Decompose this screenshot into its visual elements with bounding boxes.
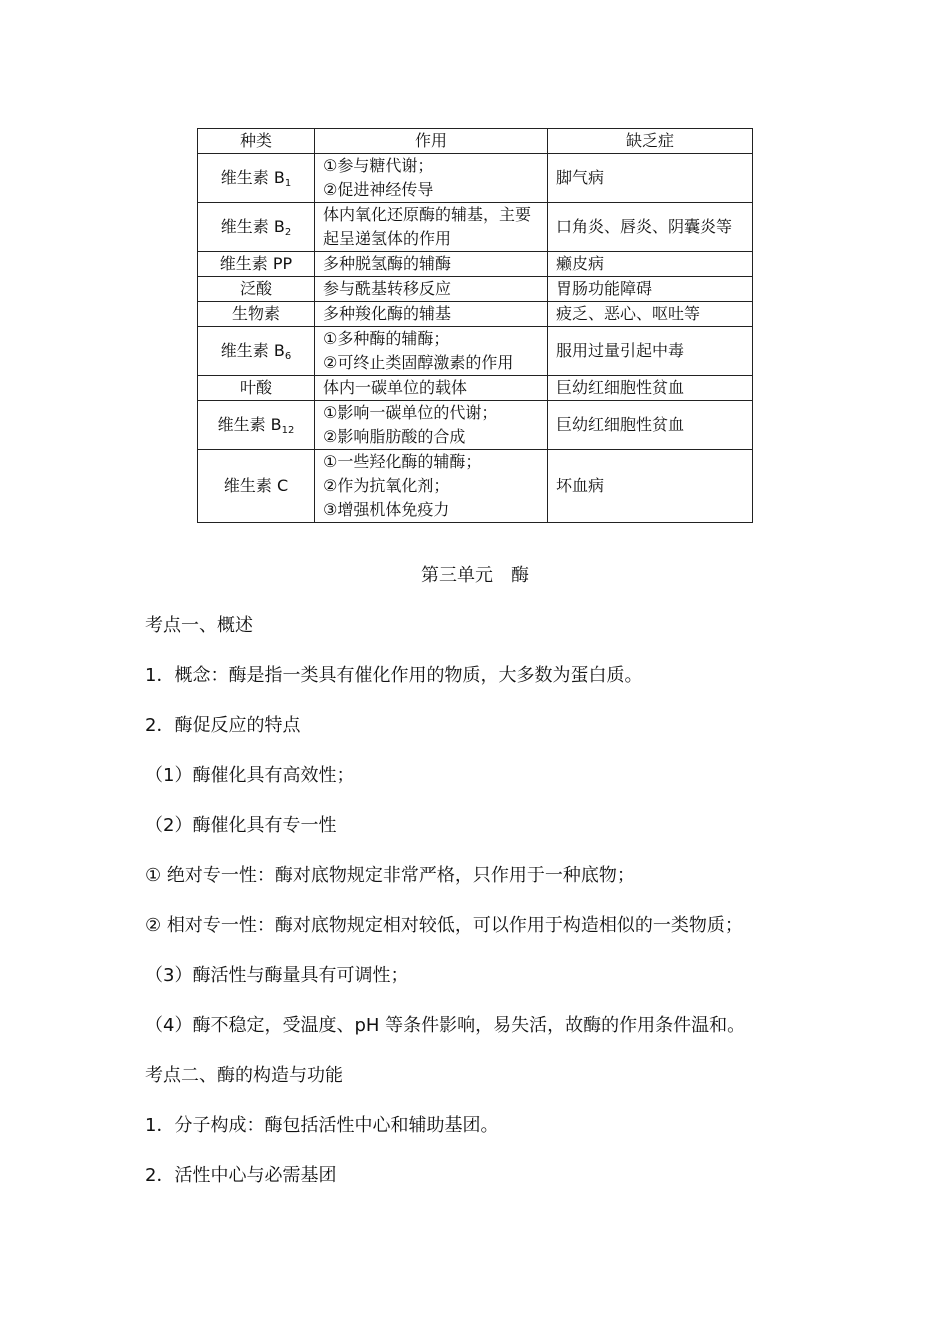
role-cell [315,154,548,203]
vitamin-table [197,128,753,523]
paragraph: （3）酶活性与酶量具有可调性； [145,965,409,986]
role-cell [315,327,548,376]
role-line: ②影响脂肪酸的合成 [323,427,466,446]
paragraph: （1）酶催化具有高效性； [145,765,355,786]
deficiency-cell: 癞皮病 [548,252,753,277]
vitamin-name: 维生素 PP [219,254,293,273]
vitamin-subscript: 12 [281,425,295,436]
role-cell [315,302,548,327]
deficiency-cell: 疲乏、恶心、呕吐等 [548,302,753,327]
role-line: 起呈递氢体的作用 [323,229,452,248]
vitamin-type-cell [198,203,315,252]
role-cell [315,277,548,302]
table-row [198,154,753,203]
vitamin-type-cell [198,277,315,302]
table-row [198,252,753,277]
vitamin-name: 维生素 C [223,476,289,495]
paragraph: （4）酶不稳定，受温度、pH 等条件影响，易失活，故酶的作用条件温和。 [145,1015,746,1036]
header-type: 种类 [198,129,315,154]
table-row [198,401,753,450]
paragraph: （2）酶催化具有专一性 [145,815,337,836]
role-cell [315,376,548,401]
table-row [198,277,753,302]
paragraph: ② 相对专一性：酶对底物规定相对较低，可以作用于构造相似的一类物质； [145,915,743,936]
unit-title: 第三单元 酶 [421,565,529,586]
header-role: 作用 [315,129,548,154]
vitamin-subscript: 6 [284,351,292,362]
paragraph: 2．活性中心与必需基团 [145,1165,337,1186]
vitamin-type-cell [198,154,315,203]
table-row [198,376,753,401]
vitamin-name: 维生素 B [220,217,285,236]
role-cell [315,450,548,523]
vitamin-subscript: 1 [284,178,292,189]
table-row [198,203,753,252]
role-line: ①参与糖代谢； [323,156,434,175]
deficiency-cell: 坏血病 [548,450,753,523]
table-row [198,327,753,376]
role-line: 多种脱氢酶的辅酶 [323,254,452,273]
vitamin-type-cell [198,376,315,401]
role-cell [315,252,548,277]
role-line: ②促进神经传导 [323,180,434,199]
deficiency-cell: 服用过量引起中毒 [548,327,753,376]
vitamin-name: 维生素 B [220,168,285,187]
role-line: ①一些羟化酶的辅酶； [323,452,482,471]
role-line: ①多种酶的辅酶； [323,329,450,348]
paragraph: ① 绝对专一性：酶对底物规定非常严格，只作用于一种底物； [145,865,635,886]
vitamin-name: 叶酸 [239,378,272,397]
deficiency-cell: 口角炎、唇炎、阴囊炎等 [548,203,753,252]
role-line: ②作为抗氧化剂； [323,476,450,495]
paragraph: 2．酶促反应的特点 [145,715,301,736]
table-row [198,302,753,327]
deficiency-cell: 胃肠功能障碍 [548,277,753,302]
vitamin-name: 维生素 B [217,415,282,434]
role-line: 体内氧化还原酶的辅基，主要 [323,205,532,224]
header-deficiency: 缺乏症 [548,129,753,154]
paragraph: 1．概念：酶是指一类具有催化作用的物质，大多数为蛋白质。 [145,665,643,686]
deficiency-cell: 巨幼红细胞性贫血 [548,401,753,450]
vitamin-name: 生物素 [231,304,280,323]
vitamin-name: 维生素 B [220,341,285,360]
section-heading: 考点二、酶的构造与功能 [145,1065,343,1086]
deficiency-cell: 巨幼红细胞性贫血 [548,376,753,401]
table-header-row [198,129,753,154]
vitamin-type-cell [198,327,315,376]
role-line: 多种羧化酶的辅基 [323,304,452,323]
paragraph: 1．分子构成：酶包括活性中心和辅助基团。 [145,1115,499,1136]
role-line: ②可终止类固醇激素的作用 [323,353,514,372]
role-line: 体内一碳单位的载体 [323,378,468,397]
role-line: ①影响一碳单位的代谢； [323,403,498,422]
section-heading: 考点一、概述 [145,615,253,636]
role-line: 参与酰基转移反应 [323,279,452,298]
vitamin-name: 泛酸 [239,279,272,298]
role-line: ③增强机体免疫力 [323,500,450,519]
role-cell [315,401,548,450]
deficiency-cell: 脚气病 [548,154,753,203]
vitamin-type-cell [198,252,315,277]
table-row [198,450,753,523]
vitamin-type-cell [198,450,315,523]
role-cell [315,203,548,252]
vitamin-subscript: 2 [284,227,292,238]
vitamin-type-cell [198,401,315,450]
vitamin-type-cell [198,302,315,327]
